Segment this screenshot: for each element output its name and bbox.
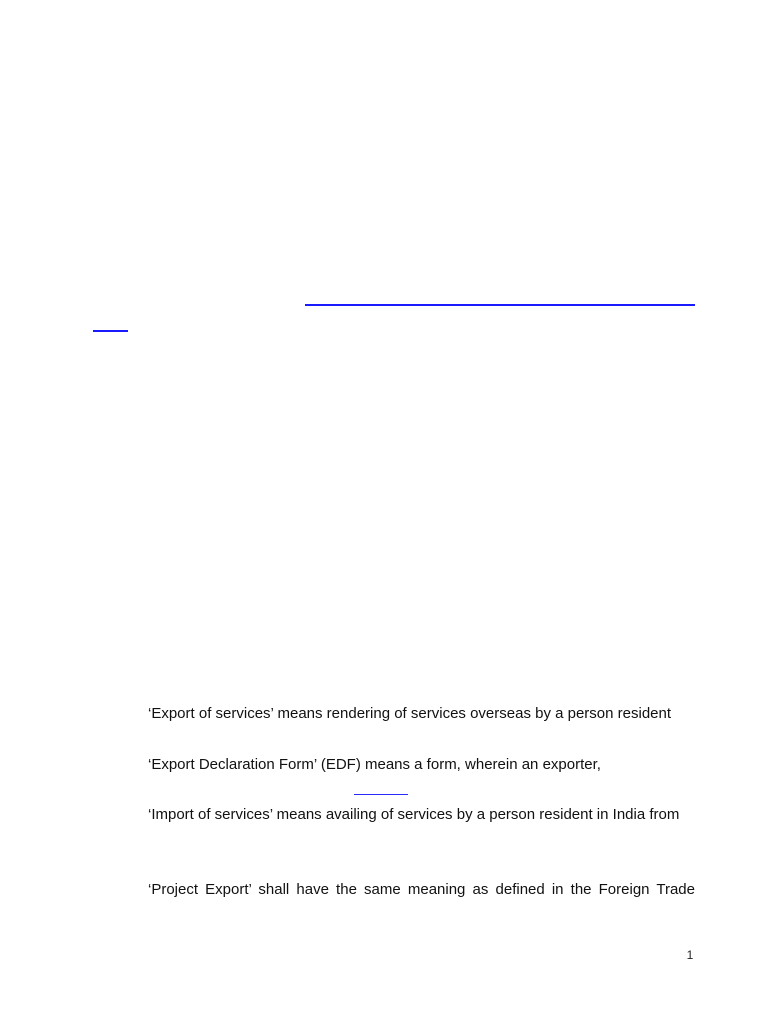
hyperlink-underline-edf[interactable] <box>354 794 408 795</box>
hyperlink-underline[interactable] <box>305 304 695 306</box>
definition-project-export: ‘Project Export’ shall have the same meaning as defined in the Foreign Trade <box>148 881 695 898</box>
definition-export-of-services: ‘Export of services’ means rendering of services overseas by a person resident <box>148 705 672 722</box>
definition-import-of-services: ‘Import of services’ means availing of services by a person resident in India from <box>148 806 680 823</box>
page-number: 1 <box>686 948 694 962</box>
definition-export-declaration-form: ‘Export Declaration Form’ (EDF) means a form, wherein an exporter, <box>148 756 601 773</box>
hyperlink-underline-continued[interactable] <box>93 330 128 332</box>
